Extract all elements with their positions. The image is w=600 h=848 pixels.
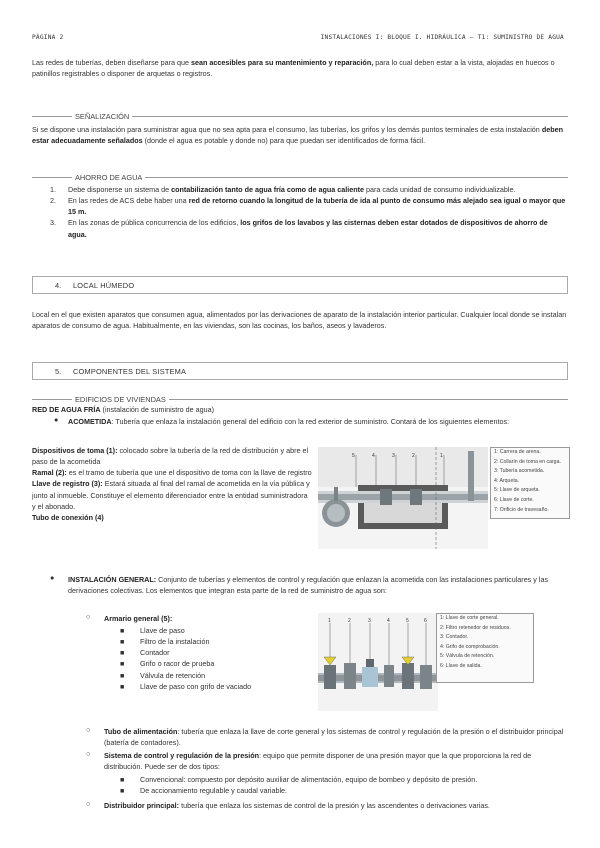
- list-item: [122, 625, 322, 636]
- acometida-item: [32, 512, 312, 523]
- fig2-number: 3: [368, 618, 371, 624]
- fig1-legend: [490, 447, 570, 519]
- item-text: es el tramo de tubería que une el dispositivo de toma con la llave de registro: [66, 468, 312, 478]
- acometida-paragraph: [68, 416, 568, 427]
- distribuidor-bold: Distribuidor principal:: [104, 801, 180, 810]
- item-bold: Llave de registro (3):: [32, 479, 103, 489]
- legend-entry: 1: Llave de corte general.: [440, 615, 499, 621]
- legend-entry: 1: Carrera de arena.: [494, 449, 541, 455]
- legend-entry: 6: Llave de corte.: [494, 496, 534, 503]
- legend-entry: 6: Llave de salida.: [440, 662, 482, 669]
- item-text: En las zonas de pública concurrencia de los edificios,: [68, 218, 241, 228]
- list-item: [122, 658, 322, 669]
- circle-bullet-icon: ○: [86, 612, 91, 621]
- square-bullet-icon: ■: [120, 637, 125, 647]
- instalacion-text: Conjunto de tuberías y elementos de control y regulación que enlazan la acometida con las instalaciones particulares y las derivaciones colectivas. Los elementos que integran esta parte de la red de suministro de agua son:: [68, 575, 549, 596]
- item-text: Llave de paso: [140, 626, 185, 635]
- acometida-diagram: [318, 447, 488, 549]
- list-item: [122, 785, 568, 796]
- distribuidor-text: tubería que enlaza los sistemas de control de la presión y las ascendentes o derivaciones varias.: [179, 801, 490, 810]
- section-local-box: [32, 276, 568, 294]
- section-title-text: AHORRO DE AGUA: [72, 172, 145, 183]
- circle-bullet-icon: ○: [86, 725, 91, 734]
- senal-text: Si se dispone una instalación para suministrar agua que no sea apta para el consumo, las tuberías, los grifos y los demás puntos terminales de esta instalación: [32, 125, 542, 134]
- item-bold: red de retorno cuando la longitud de la tubería de ida al punto de consumo más alejado sea igual o mayor que 15 m.: [68, 196, 566, 217]
- legend-entry: 3: Contador.: [440, 634, 469, 641]
- tubo-bold: Tubo de alimentación: [104, 727, 178, 736]
- section-title-text: SEÑALIZACIÓN: [72, 111, 132, 122]
- legend-entry: 4: Grifo de comprobación.: [440, 643, 500, 650]
- running-header: INSTALACIONES I: BLOQUE I. HIDRÁULICA – T1: SUMINISTRO DE AGUA: [320, 34, 564, 41]
- fig2-legend: [436, 613, 534, 683]
- tubo-text: : tubería que enlaza la llave de corte general y los sistemas de control y regulación de la presión o el distribuidor principal (batería de contadores).: [104, 727, 564, 748]
- circle-bullet-icon: ○: [86, 749, 91, 758]
- sistema-list: [122, 774, 568, 796]
- page-number: PÁGINA 2: [32, 34, 64, 41]
- bullet-icon: ●: [50, 573, 55, 582]
- armario-list: [122, 625, 322, 692]
- list-item: [122, 647, 322, 658]
- legend-entry: 7: Orificio de travesaño.: [494, 506, 549, 513]
- list-item: [32, 195, 568, 217]
- item-number: 3.: [50, 218, 56, 228]
- senalizacion-paragraph: [32, 124, 568, 146]
- list-item: [122, 670, 322, 681]
- senal-text-end: (donde el agua es potable y donde no) para que puedan ser identificados de forma fácil.: [142, 136, 426, 146]
- tubo-paragraph: [104, 726, 568, 748]
- acometida-text: : Tubería que enlaza la instalación general del edificio con la red exterior de suministro. Contará de los siguientes elementos:: [111, 417, 510, 426]
- square-bullet-icon: ■: [120, 626, 125, 635]
- acometida-item: [32, 445, 312, 467]
- sistema-bold: Sistema de control y regulación de la presión: [104, 751, 259, 760]
- item-number: 2.: [50, 196, 56, 206]
- item-text: Contador: [140, 648, 170, 658]
- square-bullet-icon: ■: [120, 670, 125, 680]
- acometida-item: [32, 467, 312, 478]
- acometida-figure: [318, 447, 568, 549]
- list-item: [122, 774, 568, 785]
- armario-title: [104, 613, 172, 624]
- section-ahorro-title: [32, 172, 568, 182]
- list-item: [122, 681, 322, 692]
- acometida-bold: ACOMETIDA: [68, 417, 112, 426]
- circle-bullet-icon: ○: [86, 799, 91, 808]
- intro-text: Las redes de tuberías, deben diseñarse para que: [32, 58, 192, 67]
- item-text-end: para cada unidad de consumo individualizable.: [364, 185, 516, 194]
- square-bullet-icon: ■: [120, 681, 125, 691]
- instalacion-paragraph: [68, 574, 568, 596]
- fig2-number: 4: [387, 618, 390, 624]
- legend-entry: 4: Arqueta.: [494, 477, 520, 484]
- list-item: [32, 217, 568, 239]
- acometida-items: [32, 445, 312, 523]
- red-agua-fria: [32, 404, 568, 415]
- section-edificios-title: [32, 394, 568, 404]
- item-bold: Tubo de conexión (4): [32, 512, 104, 522]
- square-bullet-icon: ■: [120, 648, 125, 658]
- legend-entry: 5: Llave de arqueta.: [494, 487, 540, 494]
- section-number: 4.: [55, 281, 62, 290]
- item-bold: los grifos de los lavabos y las cisternas deben estar dotados de dispositivos de ahorro de agua.: [68, 218, 548, 239]
- instalacion-bold: INSTALACIÓN GENERAL:: [68, 575, 157, 584]
- red-bold: RED DE AGUA FRÍA: [32, 405, 101, 414]
- bullet-icon: ●: [54, 415, 59, 424]
- square-bullet-icon: ■: [120, 775, 125, 784]
- item-text: Estará situada al final del ramal de acometida en la vía pública y junto al inmueble. Constituye el elemento diferenciador entre la entidad suministradora y el abonado.: [32, 479, 310, 511]
- item-text: colocado sobre la tubería de la red de distribución y abre el paso de la acometida: [32, 446, 309, 467]
- fig1-number: 4: [372, 453, 375, 459]
- item-text: Llave de paso con grifo de vaciado: [140, 681, 252, 691]
- item-text: Válvula de retención: [140, 670, 206, 680]
- armario-figure: [318, 613, 568, 711]
- intro-paragraph: [32, 57, 568, 79]
- item-text: Filtro de la instalación: [140, 637, 210, 647]
- armario-diagram: [318, 613, 438, 711]
- fig1-number: 2: [412, 453, 415, 459]
- item-bold: Dispositivos de toma (1):: [32, 446, 118, 455]
- legend-entry: 2: Collarín de toma en carga.: [494, 458, 561, 465]
- square-bullet-icon: ■: [120, 659, 125, 669]
- legend-entry: 3: Tubería acometida.: [494, 468, 545, 475]
- section-number: 5.: [55, 367, 62, 376]
- ahorro-list: [32, 184, 568, 240]
- intro-text-end: para lo cual deben estar a la vista, alojadas en huecos o patinillos registrables o disponer de arquetas o registros.: [32, 58, 555, 79]
- intro-bold: sean accesibles para su mantenimiento y reparación,: [191, 58, 374, 67]
- fig2-number: 5: [406, 618, 409, 624]
- section-title-text: COMPONENTES DEL SISTEMA: [73, 367, 187, 376]
- armario-bold: Armario general (5):: [104, 614, 173, 623]
- section-title-text: LOCAL HÚMEDO: [73, 281, 135, 290]
- section-title-text: EDIFICIOS DE VIVIENDAS: [72, 394, 169, 405]
- item-text: En las redes de ACS debe haber una: [68, 196, 189, 206]
- item-bold: contabilización tanto de agua fría como de agua caliente: [171, 185, 364, 194]
- section-componentes-box: [32, 362, 568, 380]
- item-number: 1.: [50, 185, 56, 194]
- legend-entry: 2: Filtro retenedor de residuos.: [440, 624, 511, 631]
- local-paragraph: Local en el que existen aparatos que consumen agua, alimentados por las derivaciones de aparato de la instalación interior particular. Cualquier local donde se instalan aparatos de consumo de agua. Habitualmente, en las viviendas, son las cocinas, los baños, aseos y lavaderos.: [32, 310, 567, 331]
- fig1-number: 3: [392, 453, 395, 459]
- fig2-number: 6: [424, 618, 427, 624]
- square-bullet-icon: ■: [120, 786, 125, 796]
- item-text: Debe disponerse un sistema de: [68, 185, 172, 194]
- list-item: [122, 636, 322, 647]
- fig1-number: 5: [352, 453, 355, 459]
- item-bold: Ramal (2):: [32, 468, 67, 478]
- list-item: [32, 184, 568, 195]
- fig1-number: 1: [440, 453, 443, 459]
- section-senalizacion-title: [32, 111, 568, 121]
- acometida-item: [32, 478, 312, 511]
- fig2-number: 1: [328, 618, 331, 624]
- distribuidor-paragraph: [104, 800, 568, 811]
- sistema-paragraph: [104, 750, 568, 772]
- senal-bold: deben estar adecuadamente señalados: [32, 125, 563, 146]
- sistema-text: : equipo que permite disponer de una presión mayor que la que proporciona la red de distribución. Puede ser de dos tipos:: [104, 751, 532, 772]
- red-text: (instalación de suministro de agua): [100, 405, 215, 414]
- fig2-number: 2: [348, 618, 351, 624]
- item-text: De accionamiento regulable y caudal variable.: [140, 786, 288, 796]
- item-text: Grifo o racor de prueba: [140, 659, 215, 669]
- item-text: Convencional: compuesto por depósito auxiliar de alimentación, equipo de bombeo y depósito de presión.: [140, 775, 478, 784]
- legend-entry: 5: Válvula de retención.: [440, 653, 495, 660]
